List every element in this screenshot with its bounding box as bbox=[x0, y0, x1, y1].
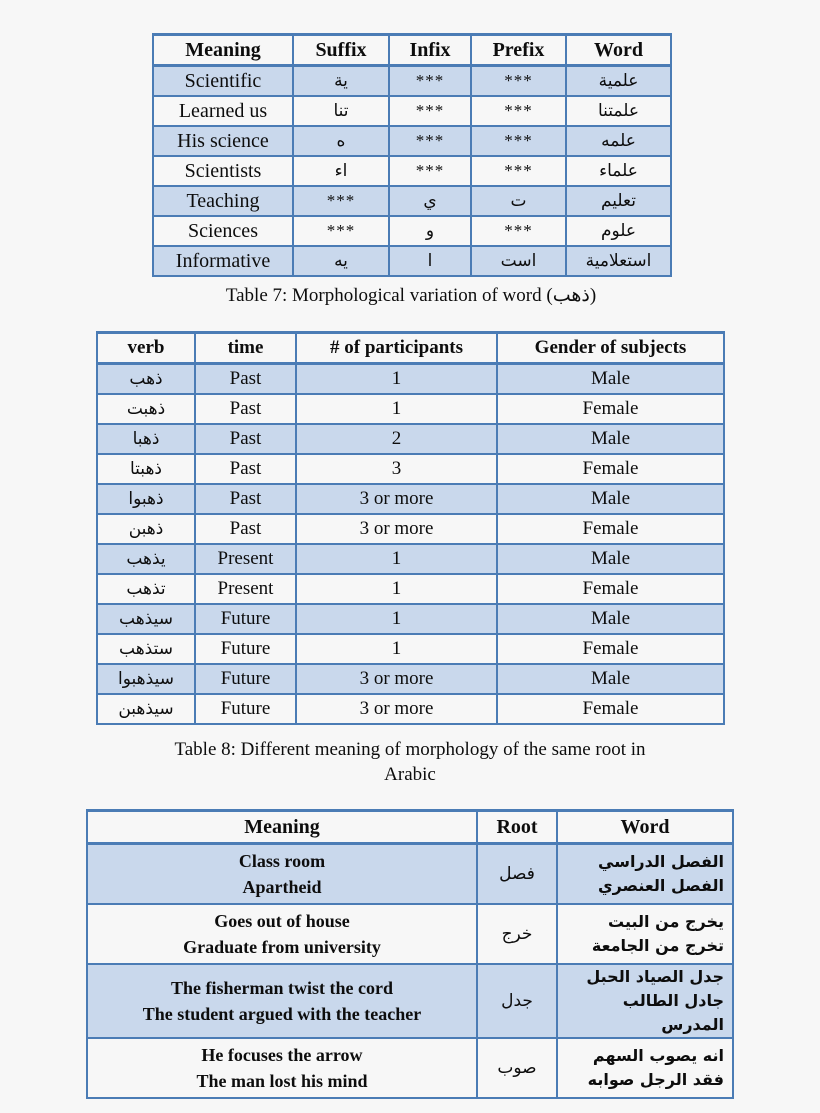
cell-gender: Female bbox=[497, 394, 724, 424]
word-line-2: فقد الرجل صوابه bbox=[587, 1070, 724, 1089]
table-row bbox=[87, 904, 733, 964]
meaning-line-2: Apartheid bbox=[242, 877, 322, 897]
cell-participants: 3 or more bbox=[296, 514, 497, 544]
meaning-line-2: The man lost his mind bbox=[196, 1071, 368, 1091]
cell-gender: Female bbox=[497, 454, 724, 484]
cell-verb: ذهب bbox=[97, 364, 195, 395]
table-row bbox=[153, 66, 671, 97]
table-row bbox=[97, 454, 724, 484]
cell-meaning: Sciences bbox=[153, 216, 293, 246]
cell-participants: 1 bbox=[296, 574, 497, 604]
table-row bbox=[97, 364, 724, 395]
table-8-container bbox=[96, 331, 723, 725]
cell-verb: سيذهبن bbox=[97, 694, 195, 724]
table-row bbox=[153, 156, 671, 186]
word-line-1: جدل الصياد الحبل bbox=[586, 967, 724, 986]
cell-suffix: *** bbox=[293, 216, 389, 246]
cell-word bbox=[557, 904, 733, 964]
cell-infix: و bbox=[389, 216, 471, 246]
table-9-col-meaning: Meaning bbox=[87, 811, 477, 844]
table-7-col-word: Word bbox=[566, 35, 671, 66]
cell-gender: Male bbox=[497, 364, 724, 395]
cell-gender: Male bbox=[497, 544, 724, 574]
table-7-header-row bbox=[153, 35, 671, 66]
word-line-2: جادل الطالب المدرس bbox=[622, 991, 724, 1034]
word-line-1: انه يصوب السهم bbox=[592, 1046, 724, 1065]
cell-meaning bbox=[87, 964, 477, 1038]
cell-verb: تذهب bbox=[97, 574, 195, 604]
cell-meaning bbox=[87, 1038, 477, 1098]
cell-infix: ا bbox=[389, 246, 471, 276]
table-9-header-row bbox=[87, 811, 733, 844]
table-row bbox=[153, 126, 671, 156]
cell-time: Future bbox=[195, 664, 296, 694]
cell-gender: Female bbox=[497, 514, 724, 544]
cell-infix: *** bbox=[389, 156, 471, 186]
cell-prefix: *** bbox=[471, 156, 566, 186]
table-row bbox=[153, 96, 671, 126]
cell-gender: Male bbox=[497, 604, 724, 634]
cell-participants: 3 bbox=[296, 454, 497, 484]
table-8-caption-line-1: Table 8: Different meaning of morphology of the same root in bbox=[174, 739, 646, 760]
cell-meaning: His science bbox=[153, 126, 293, 156]
cell-verb: ذهبتا bbox=[97, 454, 195, 484]
cell-suffix: *** bbox=[293, 186, 389, 216]
table-row bbox=[87, 964, 733, 1038]
cell-prefix: *** bbox=[471, 126, 566, 156]
cell-participants: 1 bbox=[296, 394, 497, 424]
cell-meaning: Teaching bbox=[153, 186, 293, 216]
meaning-line-2: Graduate from university bbox=[183, 937, 381, 957]
cell-suffix: ه bbox=[293, 126, 389, 156]
table-7 bbox=[152, 33, 672, 277]
cell-prefix: ت bbox=[471, 186, 566, 216]
cell-meaning: Learned us bbox=[153, 96, 293, 126]
table-7-col-meaning: Meaning bbox=[153, 35, 293, 66]
cell-gender: Male bbox=[497, 484, 724, 514]
table-row bbox=[87, 1038, 733, 1098]
cell-prefix: *** bbox=[471, 66, 566, 97]
table-row bbox=[97, 424, 724, 454]
cell-participants: 3 or more bbox=[296, 484, 497, 514]
cell-verb: ذهبن bbox=[97, 514, 195, 544]
table-9 bbox=[86, 809, 734, 1099]
table-row bbox=[97, 544, 724, 574]
cell-root: خرج bbox=[477, 904, 557, 964]
cell-gender: Male bbox=[497, 424, 724, 454]
table-row bbox=[97, 574, 724, 604]
cell-verb: سيذهبوا bbox=[97, 664, 195, 694]
cell-time: Present bbox=[195, 544, 296, 574]
table-8-col-time: time bbox=[195, 333, 296, 364]
cell-word: علمية bbox=[566, 66, 671, 97]
cell-infix: ي bbox=[389, 186, 471, 216]
cell-infix: *** bbox=[389, 66, 471, 97]
table-8-col-verb: verb bbox=[97, 333, 195, 364]
table-row bbox=[87, 844, 733, 905]
cell-verb: يذهب bbox=[97, 544, 195, 574]
meaning-line-2: The student argued with the teacher bbox=[142, 1004, 422, 1024]
cell-word: استعلامية bbox=[566, 246, 671, 276]
cell-meaning: Scientific bbox=[153, 66, 293, 97]
cell-word: تعليم bbox=[566, 186, 671, 216]
word-line-2: الفصل العنصري bbox=[597, 876, 724, 895]
cell-time: Future bbox=[195, 634, 296, 664]
cell-verb: ذهبوا bbox=[97, 484, 195, 514]
table-row bbox=[97, 484, 724, 514]
meaning-line-1: He focuses the arrow bbox=[201, 1045, 363, 1065]
cell-word: علوم bbox=[566, 216, 671, 246]
cell-participants: 2 bbox=[296, 424, 497, 454]
cell-time: Past bbox=[195, 454, 296, 484]
table-row bbox=[97, 514, 724, 544]
word-line-1: يخرج من البيت bbox=[608, 912, 724, 931]
table-8 bbox=[96, 331, 725, 725]
cell-gender: Female bbox=[497, 694, 724, 724]
table-7-container bbox=[152, 33, 670, 277]
cell-verb: سيذهب bbox=[97, 604, 195, 634]
cell-time: Future bbox=[195, 694, 296, 724]
cell-meaning: Scientists bbox=[153, 156, 293, 186]
cell-meaning bbox=[87, 904, 477, 964]
cell-word: علماء bbox=[566, 156, 671, 186]
cell-word bbox=[557, 1038, 733, 1098]
cell-suffix: اء bbox=[293, 156, 389, 186]
cell-root: فصل bbox=[477, 844, 557, 905]
cell-participants: 1 bbox=[296, 544, 497, 574]
table-9-container bbox=[86, 809, 732, 1099]
table-row bbox=[97, 664, 724, 694]
table-7-col-infix: Infix bbox=[389, 35, 471, 66]
cell-root: صوب bbox=[477, 1038, 557, 1098]
table-8-caption-line-2: Arabic bbox=[384, 764, 436, 785]
cell-time: Past bbox=[195, 364, 296, 395]
cell-gender: Male bbox=[497, 664, 724, 694]
table-row bbox=[153, 246, 671, 276]
cell-word: علمتنا bbox=[566, 96, 671, 126]
cell-participants: 1 bbox=[296, 364, 497, 395]
table-9-col-word: Word bbox=[557, 811, 733, 844]
meaning-line-1: Class room bbox=[238, 851, 326, 871]
cell-infix: *** bbox=[389, 96, 471, 126]
cell-participants: 3 or more bbox=[296, 694, 497, 724]
table-row bbox=[97, 604, 724, 634]
cell-time: Past bbox=[195, 484, 296, 514]
cell-meaning: Informative bbox=[153, 246, 293, 276]
cell-time: Past bbox=[195, 514, 296, 544]
table-8-header-row bbox=[97, 333, 724, 364]
cell-word bbox=[557, 844, 733, 905]
table-9-col-root: Root bbox=[477, 811, 557, 844]
table-row bbox=[153, 216, 671, 246]
table-row bbox=[153, 186, 671, 216]
table-row bbox=[97, 634, 724, 664]
table-7-col-prefix: Prefix bbox=[471, 35, 566, 66]
cell-suffix: يه bbox=[293, 246, 389, 276]
cell-participants: 1 bbox=[296, 604, 497, 634]
cell-infix: *** bbox=[389, 126, 471, 156]
table-7-caption: Table 7: Morphological variation of word (ذهب) bbox=[225, 285, 597, 306]
word-line-1: الفصل الدراسي bbox=[598, 852, 724, 871]
cell-suffix: ية bbox=[293, 66, 389, 97]
cell-prefix: *** bbox=[471, 96, 566, 126]
table-row bbox=[97, 394, 724, 424]
cell-verb: ستذهب bbox=[97, 634, 195, 664]
cell-time: Future bbox=[195, 604, 296, 634]
table-8-col-gender: Gender of subjects bbox=[497, 333, 724, 364]
cell-meaning bbox=[87, 844, 477, 905]
cell-verb: ذهبت bbox=[97, 394, 195, 424]
cell-participants: 1 bbox=[296, 634, 497, 664]
cell-suffix: تنا bbox=[293, 96, 389, 126]
cell-participants: 3 or more bbox=[296, 664, 497, 694]
cell-gender: Female bbox=[497, 574, 724, 604]
cell-root: جدل bbox=[477, 964, 557, 1038]
table-8-col-participants: # of participants bbox=[296, 333, 497, 364]
meaning-line-1: The fisherman twist the cord bbox=[171, 978, 393, 998]
cell-time: Past bbox=[195, 424, 296, 454]
cell-time: Past bbox=[195, 394, 296, 424]
cell-word: علمه bbox=[566, 126, 671, 156]
word-line-2: تخرج من الجامعة bbox=[591, 936, 724, 955]
table-7-col-suffix: Suffix bbox=[293, 35, 389, 66]
cell-verb: ذهبا bbox=[97, 424, 195, 454]
meaning-line-1: Goes out of house bbox=[214, 911, 350, 931]
cell-prefix: است bbox=[471, 246, 566, 276]
cell-prefix: *** bbox=[471, 216, 566, 246]
table-8-caption bbox=[120, 737, 700, 787]
table-row bbox=[97, 694, 724, 724]
cell-gender: Female bbox=[497, 634, 724, 664]
cell-time: Present bbox=[195, 574, 296, 604]
cell-word bbox=[557, 964, 733, 1038]
